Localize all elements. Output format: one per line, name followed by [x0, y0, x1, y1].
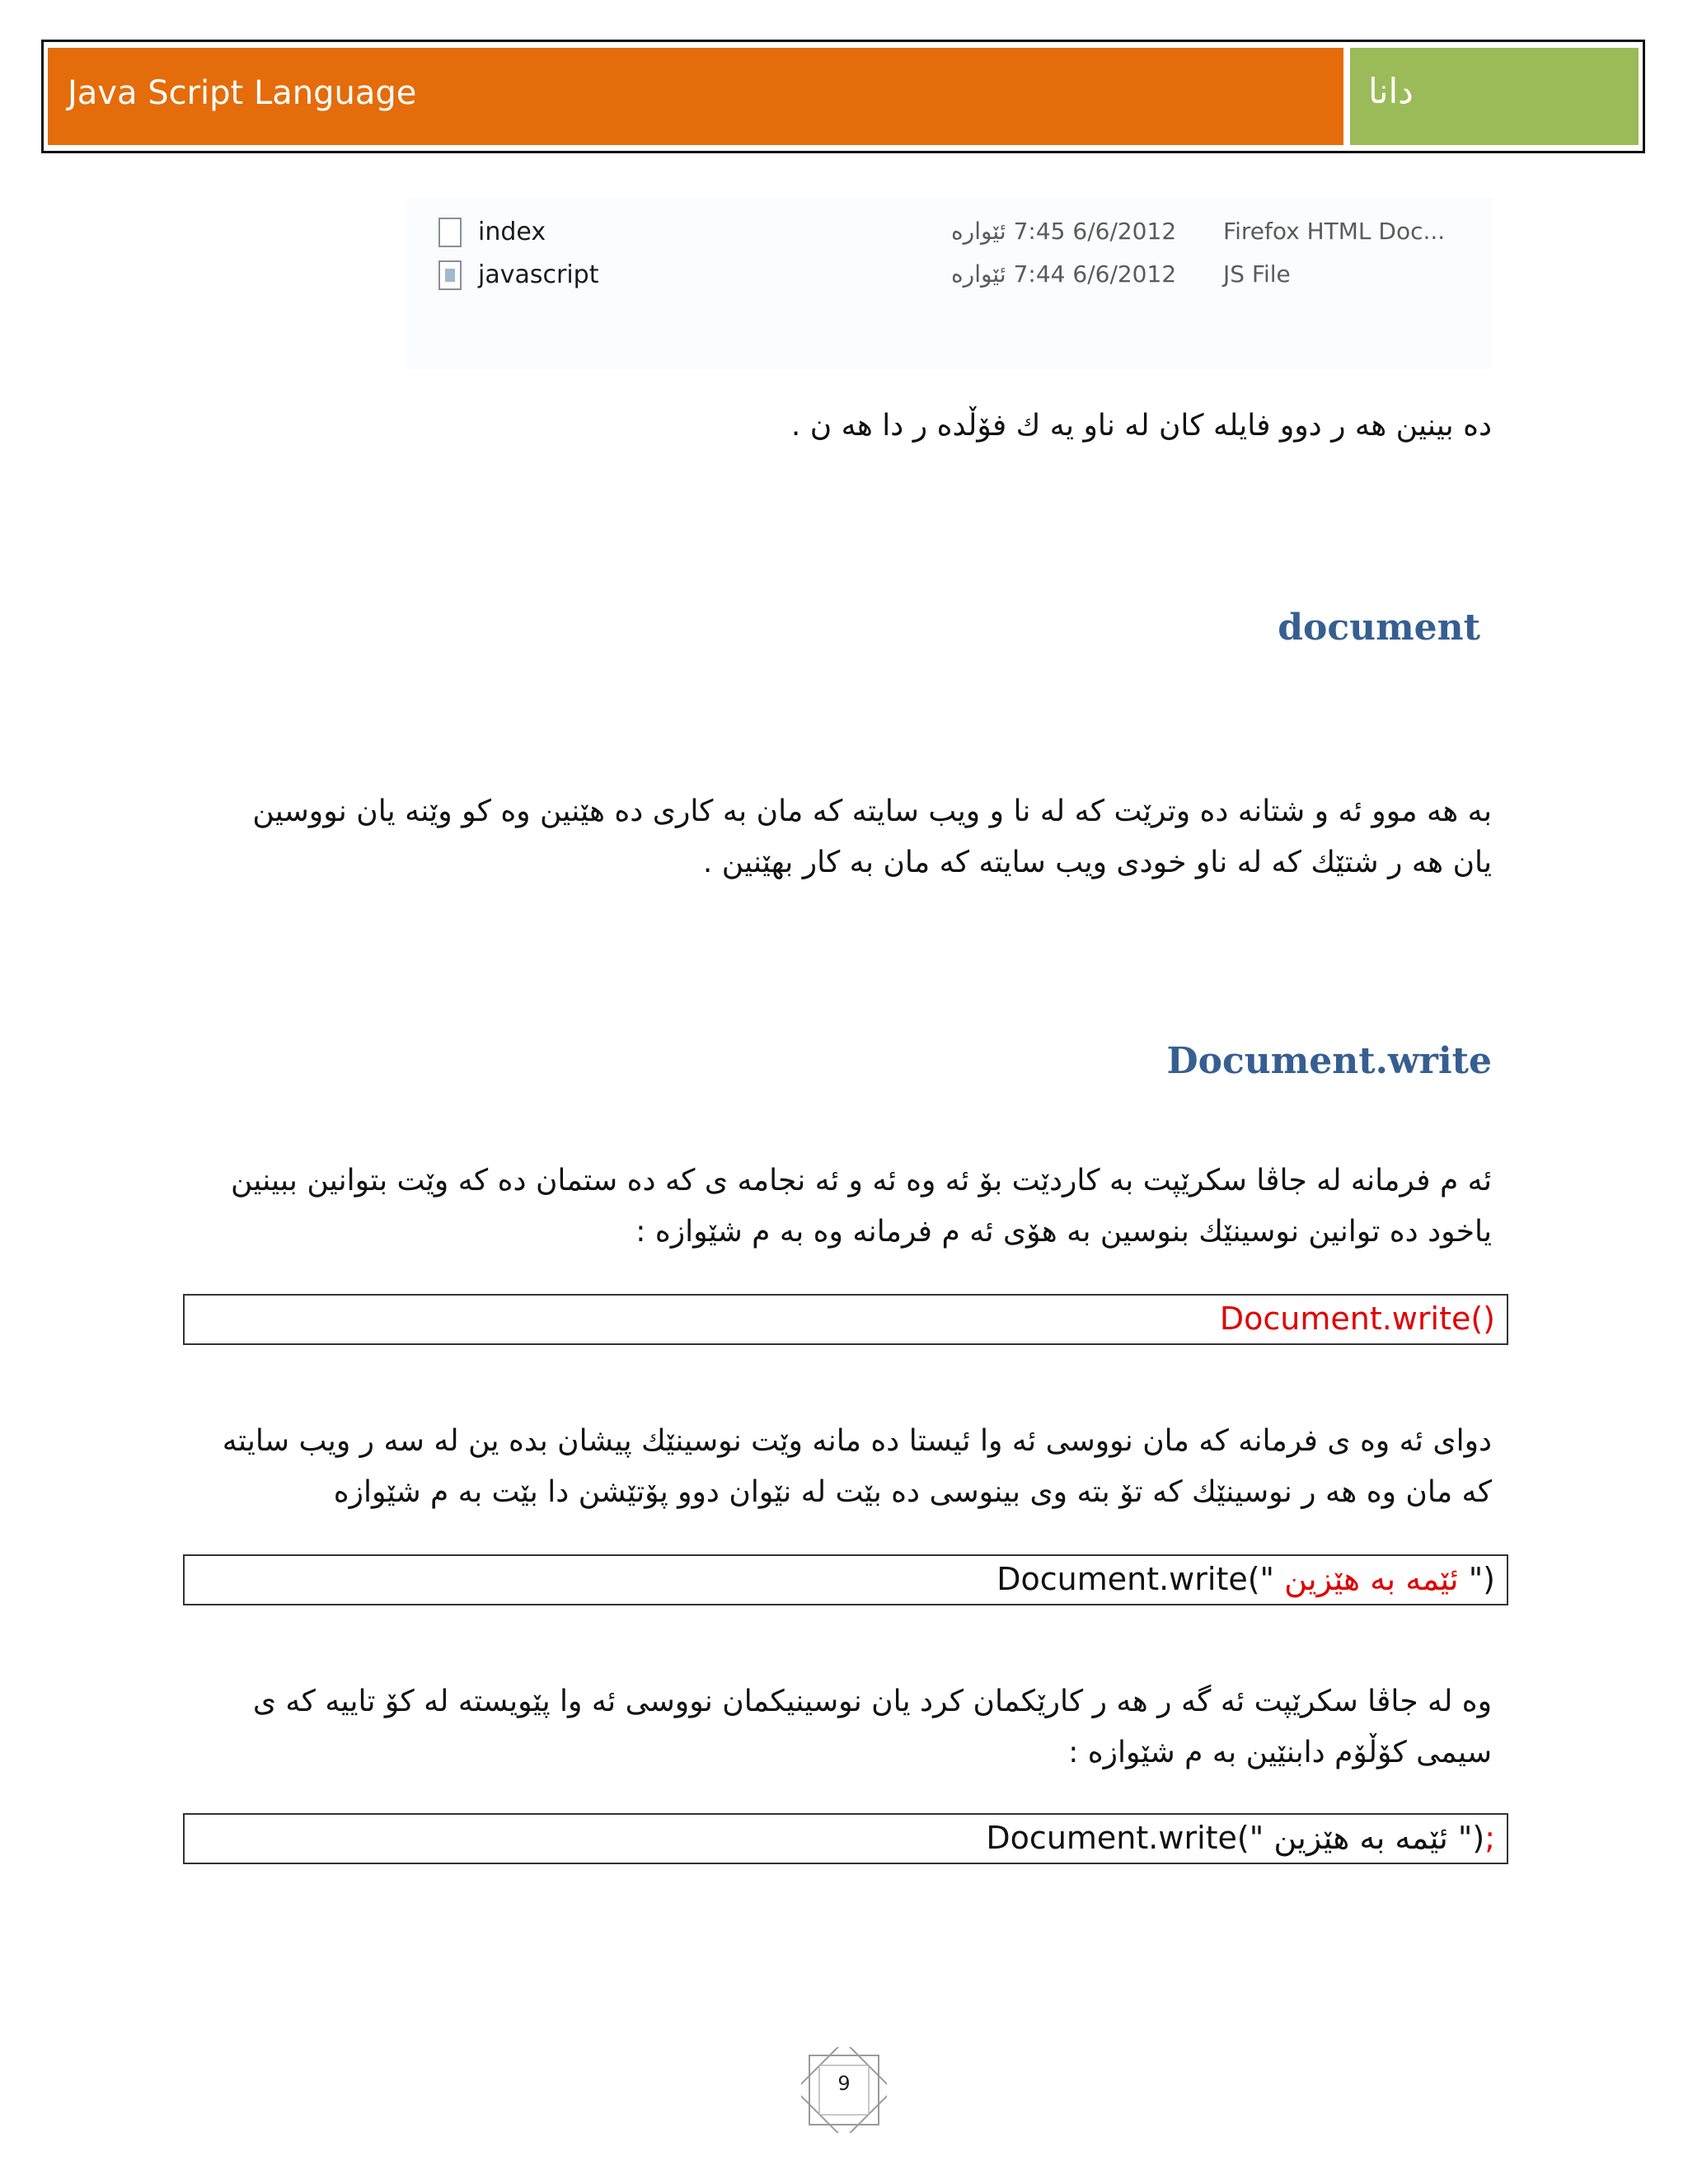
write-paragraph-line-2: یاخود ده توانین نوسینێك بنوسین به هۆی ئه م فرمانه وه به م شێوازه : — [635, 1215, 1492, 1249]
code-text: Document.write() — [1219, 1301, 1495, 1337]
document-paragraph-line-2: یان هه ر شتێك كه له ناو خودی ویب سایته كه مان به كار بهێنین . — [702, 846, 1492, 879]
code-prefix: Document.write(" — [986, 1820, 1264, 1856]
header-title: Java Script Language — [68, 74, 417, 112]
code-prefix: Document.write(" — [996, 1561, 1275, 1597]
file-explorer-list — [407, 198, 1492, 369]
file-name: index — [478, 218, 546, 246]
js-paragraph-line-2: سیمی كۆڵۆم دابنێین به م شێوازه : — [1068, 1736, 1492, 1769]
file-row-index[interactable] — [424, 216, 1487, 252]
js-paragraph-line-1: وه له جاڤا سكرێپت ئه گه ر هه ر كارێكمان كرد یان نوسینیكمان نووسی ئه وا پێویسته له كۆ تاییه كه ی — [252, 1685, 1492, 1718]
code-text — [996, 1561, 1495, 1597]
file-name: javascript — [478, 260, 599, 289]
code-suffix: ") — [1457, 1820, 1485, 1856]
code-text — [986, 1820, 1495, 1856]
html-file-icon — [438, 218, 462, 247]
code-box-write-semicolon — [183, 1813, 1508, 1864]
file-type: Firefox HTML Doc... — [1223, 218, 1446, 245]
code-string: ئێمه به هێزین — [1264, 1820, 1458, 1856]
file-date: 6/6/2012 7:44 ئێواره — [951, 260, 1177, 288]
after-paragraph-line-2: كه مان وه هه ر نوسینێك كه تۆ بته وی بینوسی ده بێت له نێوان دوو پۆتێشن دا بێت به م شێوازه — [333, 1475, 1492, 1509]
js-file-icon — [438, 260, 462, 290]
heading-document: document — [1278, 607, 1480, 649]
document-paragraph-line-1: به هه موو ئه و شتانه ده وترێت كه له نا و ویب سایته كه مان به كاری ده هێنین وه كو وێنه یان نووسین — [252, 794, 1492, 828]
code-box-write-empty — [183, 1294, 1508, 1345]
file-date: 6/6/2012 7:45 ئێواره — [951, 218, 1177, 245]
write-paragraph-line-1: ئه م فرمانه له جاڤا سكرێپت به كاردێت بۆ ئه وه ئه و ئه نجامه ی كه ده ستمان ده كه وێت بتوانین ببینین — [231, 1164, 1492, 1197]
page-number: 9 — [837, 2072, 851, 2095]
file-type: JS File — [1223, 260, 1291, 288]
file-row-javascript[interactable] — [424, 259, 1487, 295]
header-author: دانا — [1368, 71, 1414, 111]
code-semicolon: ; — [1484, 1820, 1495, 1856]
code-string: ئێمه به هێزین — [1274, 1561, 1469, 1597]
after-paragraph-line-1: دوای ئه وه ی فرمانه كه مان نووسی ئه وا ئیستا ده مانه وێت نوسینێك پیشان بده ین له سه ر ویب سایته — [222, 1424, 1492, 1458]
code-suffix: ") — [1468, 1561, 1495, 1597]
heading-document-write: Document.write — [1166, 1040, 1492, 1082]
code-box-write-string — [183, 1554, 1508, 1605]
intro-paragraph: ده بینین هه ر دوو فایله كان له ناو یه ك فۆڵده ر دا هه ن . — [790, 409, 1492, 443]
